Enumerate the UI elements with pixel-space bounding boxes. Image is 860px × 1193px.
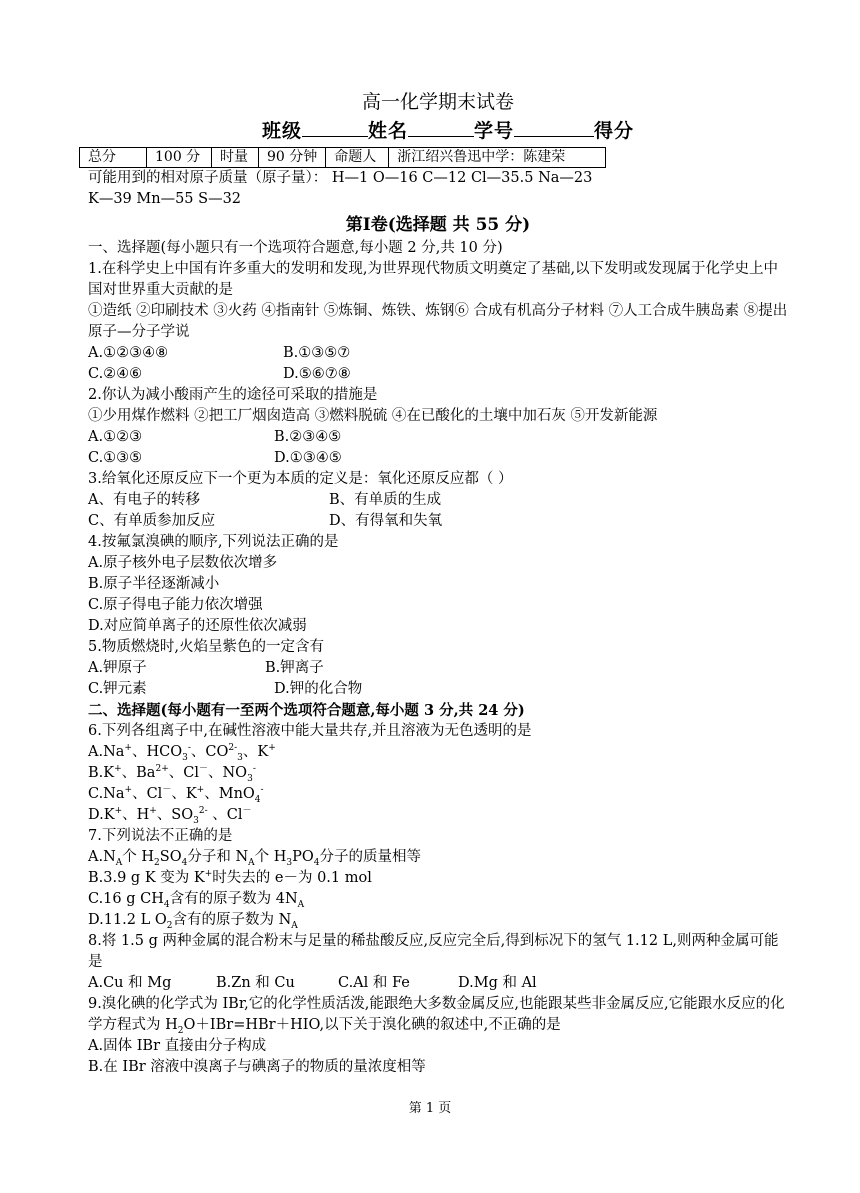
q8-option-c: C.Al 和 Fe (338, 975, 410, 991)
score-label: 得分 (594, 120, 635, 142)
atomic-mass-line-2: K—39 Mn—55 S—32 (88, 191, 242, 207)
q6-stem: 6.下列各组离子中,在碱性溶液中能大量共存,并且溶液为无色透明的是 (88, 723, 532, 739)
page-number: 第 1 页 (408, 1101, 452, 1116)
q2-option-a: A.①②③ (88, 429, 143, 445)
q1-option-b: B.①③⑤⑦ (283, 345, 351, 361)
info-cell: 命题人 (326, 148, 389, 168)
exam-title: 高一化学期末试卷 (361, 91, 514, 113)
q4-stem: 4.按氟氯溴碘的顺序,下列说法正确的是 (88, 534, 339, 550)
q2-options-ab (88, 427, 788, 448)
q8-option-b: B.Zn 和 Cu (216, 975, 295, 991)
q6-option-c: C.Na+、Cl－、K+、MnO$_4$- (88, 785, 264, 805)
q3-option-c: C、有单质参加反应 (88, 513, 216, 529)
q3-option-a: A、有电子的转移 (88, 492, 200, 508)
q3-options-ab (88, 490, 788, 511)
q4-option-d: D.对应简单离子的还原性依次减弱 (88, 618, 307, 634)
q9-stem-head: 9.溴化碘的化学式为 IBr,它的化学性质活泼,能跟绝大多数金属反应,也能跟某些非金属反应,它能跟水反应的化学方程式为 H (88, 996, 785, 1033)
q7-option-b: B.3.9 g K 变为 K+时失去的 e－为 0.1 mol (88, 869, 372, 886)
q1-option-a: A.①②③④⑧ (88, 345, 169, 361)
exam-info-table (79, 147, 606, 168)
q2-option-d: D.①③④⑤ (274, 450, 342, 466)
q1-options-ab (88, 343, 788, 364)
q7-option-a: $A.N_A$个 $H_2SO_4$分子和 $N_A$个 $H_3PO_4$分子的质量相等 (88, 849, 422, 868)
q6-option-d: D.K+、H+、$SO_3^{2-}$ 、Cl－ (88, 806, 252, 826)
part1-title: 第Ⅰ卷(选择题 共 55 分) (345, 215, 531, 235)
q9-option-b: B.在 IBr 溶液中溴离子与碘离子的物质的量浓度相等 (88, 1059, 426, 1075)
q7-option-b-head: B.3.9 g K 变为 K (88, 870, 205, 886)
q2-items: ①少用煤作燃料 ②把工厂烟囱造高 ③燃料脱硫 ④在已酸化的土壤中加石灰 ⑤开发新能源 (88, 408, 658, 424)
name-blank (408, 116, 474, 137)
q6-option-b: B.K+、$Ba^{2+}$、Cl－、$NO_3^-$ (88, 764, 256, 784)
q4-option-a: A.原子核外电子层数依次增多 (88, 555, 278, 571)
info-cell: 时量 (212, 148, 259, 168)
q7-option-b-tail: 时失去的 e－为 0.1 mol (212, 870, 372, 886)
q1-option-d: D.⑤⑥⑦⑧ (283, 366, 351, 382)
q5-option-c: C.钾元素 (88, 681, 147, 697)
q2-option-c: C.①③⑤ (88, 450, 143, 466)
class-blank (302, 116, 368, 137)
q7-stem: 7.下列说法不正确的是 (88, 828, 233, 844)
info-cell: 90 分钟 (259, 148, 326, 168)
q8-stem: 8.将 1.5 g 两种金属的混合粉末与足量的稀盐酸反应,反应完全后,得到标况下的氢气 1.12 L,则两种金属可能是 (88, 933, 779, 970)
q8-option-d: D.Mg 和 Al (458, 975, 537, 991)
info-cell: 浙江绍兴鲁迅中学：陈建荣 (389, 148, 606, 168)
info-cell: 100 分 (147, 148, 212, 168)
q9-option-a: A.固体 IBr 直接由分子构成 (88, 1038, 267, 1054)
id-blank (514, 116, 594, 137)
section1-heading: 一、选择题(每小题只有一个选项符合题意,每小题 2 分,共 10 分) (88, 240, 503, 256)
section2-heading: 二、选择题(每小题有一至两个选项符合题意,每小题 3 分,共 24 分) (88, 702, 525, 719)
q8-option-a: A.Cu 和 Mg (88, 975, 172, 991)
q1-option-c: C.②④⑥ (88, 366, 143, 382)
q3-options-cd (88, 511, 788, 532)
name-label: 姓名 (367, 120, 408, 142)
q7-option-d: D.11.2 L $O_2$含有的原子数为 $N_A$ (88, 912, 298, 931)
q8-options (88, 973, 788, 994)
q9-stem: 9.溴化碘的化学式为 IBr,它的化学性质活泼,能跟绝大多数金属反应,也能跟某些非金属反应,它能跟水反应的化学方程式为 $H_2O+IBr=HBr+HIO$,以下关于溴化碘的叙述中,不正确的是 (88, 996, 785, 1036)
q2-option-b: B.②③④⑤ (274, 429, 342, 445)
q6-option-a: A.Na+、$HCO_3^-$、$CO^{2-}_3$、K+ (88, 743, 276, 763)
exam-page (88, 88, 788, 1078)
q2-options-cd (88, 448, 788, 469)
q9-stem-tail: O＋IBr=HBr＋HIO,以下关于溴化碘的叙述中,不正确的是 (183, 1017, 561, 1033)
student-info-line (108, 116, 788, 145)
q5-option-d: D.钾的化合物 (274, 681, 363, 697)
q1-items: ①造纸 ②印刷技术 ③火药 ④指南针 ⑤炼铜、炼铁、炼钢⑥ 合成有机高分子材料 ⑦人工合成牛胰岛素 ⑧提出原子—分子学说 (88, 303, 788, 340)
q7-option-c: C.16 g $CH_4$含有的原子数为 $4N_A$ (88, 891, 305, 910)
q3-option-d: D、有得氧和失氧 (329, 513, 443, 529)
info-cell: 总分 (80, 148, 147, 168)
q5-option-a: A.钾原子 (88, 660, 147, 676)
q5-options-cd (88, 679, 788, 700)
q1-options-cd (88, 364, 788, 385)
q2-stem: 2.你认为减小酸雨产生的途径可采取的措施是 (88, 387, 378, 403)
q5-options-ab (88, 658, 788, 679)
q3-stem: 3.给氧化还原反应下一个更为本质的定义是：氧化还原反应都（ ） (88, 471, 513, 487)
q3-option-b: B、有单质的生成 (329, 492, 442, 508)
q1-stem: 1.在科学史上中国有许多重大的发明和发现,为世界现代物质文明奠定了基础,以下发明或发现属于化学史上中国对世界重大贡献的是 (88, 261, 779, 298)
class-label: 班级 (261, 120, 302, 142)
q5-option-b: B.钾离子 (265, 660, 324, 676)
atomic-mass-line-1: 可能用到的相对原子质量（原子量）： H—1 O—16 C—12 Cl—35.5 Na—23 (88, 170, 593, 186)
q4-option-c: C.原子得电子能力依次增强 (88, 597, 263, 613)
id-label: 学号 (474, 120, 515, 142)
q4-option-b: B.原子半径逐渐减小 (88, 576, 220, 592)
q5-stem: 5.物质燃烧时,火焰呈紫色的一定含有 (88, 639, 324, 655)
